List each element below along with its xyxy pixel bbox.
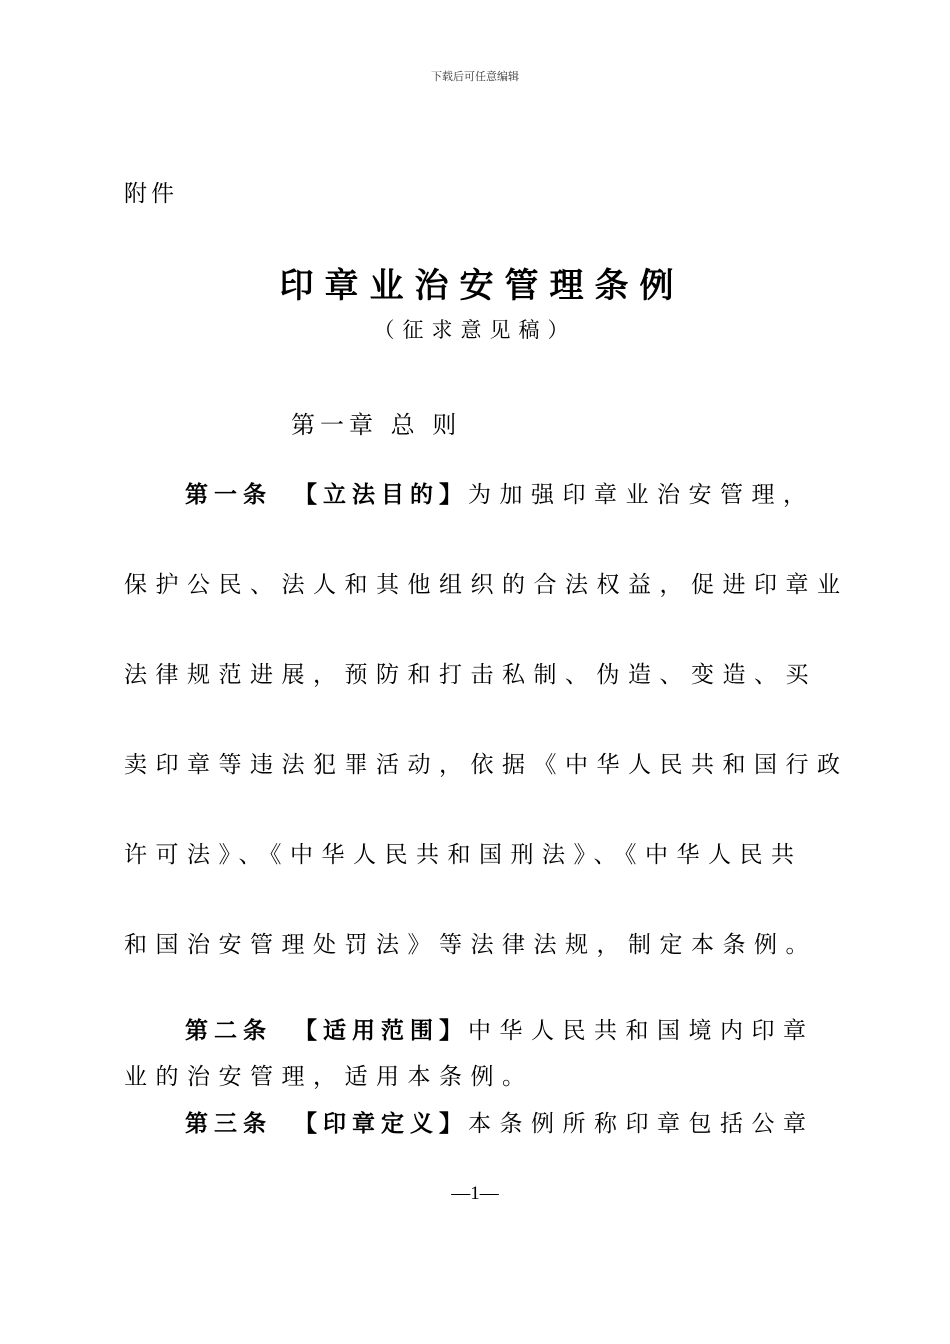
article-3-first-line — [185, 1105, 825, 1138]
article-1-text-line: 卖印章等违法犯罪活动，依据《中华人民共和国行政 — [124, 752, 849, 778]
article-3-heading: 【印章定义】 — [294, 1111, 468, 1137]
article-2-number: 第二条 — [185, 1018, 272, 1044]
article-1-text-line: 法律规范进展，预防和打击私制、伪造、变造、买 — [124, 662, 817, 688]
article-1-first-line — [185, 476, 825, 509]
article-1-text-line: 为加强印章业治安管理， — [468, 482, 815, 508]
attachment-label: 附件 — [124, 181, 178, 207]
article-2-heading: 【适用范围】 — [294, 1018, 468, 1044]
article-1-text-line: 许可法》、《中华人民共和国刑法》、《中华人民共 — [124, 842, 803, 868]
document-title: 印章业治安管理条例 — [279, 266, 685, 306]
chapter-heading: 第一章 总 则 — [291, 411, 462, 439]
article-1-text-line: 和国治安管理处罚法》等法律法规，制定本条例。 — [124, 932, 817, 958]
article-2-text-line: 业的治安管理，适用本条例。 — [124, 1064, 534, 1090]
article-3-text-line: 本条例所称印章包括公章 — [468, 1111, 815, 1137]
article-2-text-line: 中华人民共和国境内印章 — [468, 1018, 815, 1044]
article-1-number: 第一条 — [185, 482, 272, 508]
header-note: 下载后可任意编辑 — [431, 70, 519, 83]
article-3-number: 第三条 — [185, 1111, 272, 1137]
article-1-heading: 【立法目的】 — [294, 482, 468, 508]
document-subtitle: （征求意见稿） — [373, 318, 577, 342]
article-1-text-line: 保护公民、法人和其他组织的合法权益，促进印章业 — [124, 572, 849, 598]
article-2-first-line — [185, 1012, 825, 1045]
page-number: —1— — [451, 1183, 499, 1204]
